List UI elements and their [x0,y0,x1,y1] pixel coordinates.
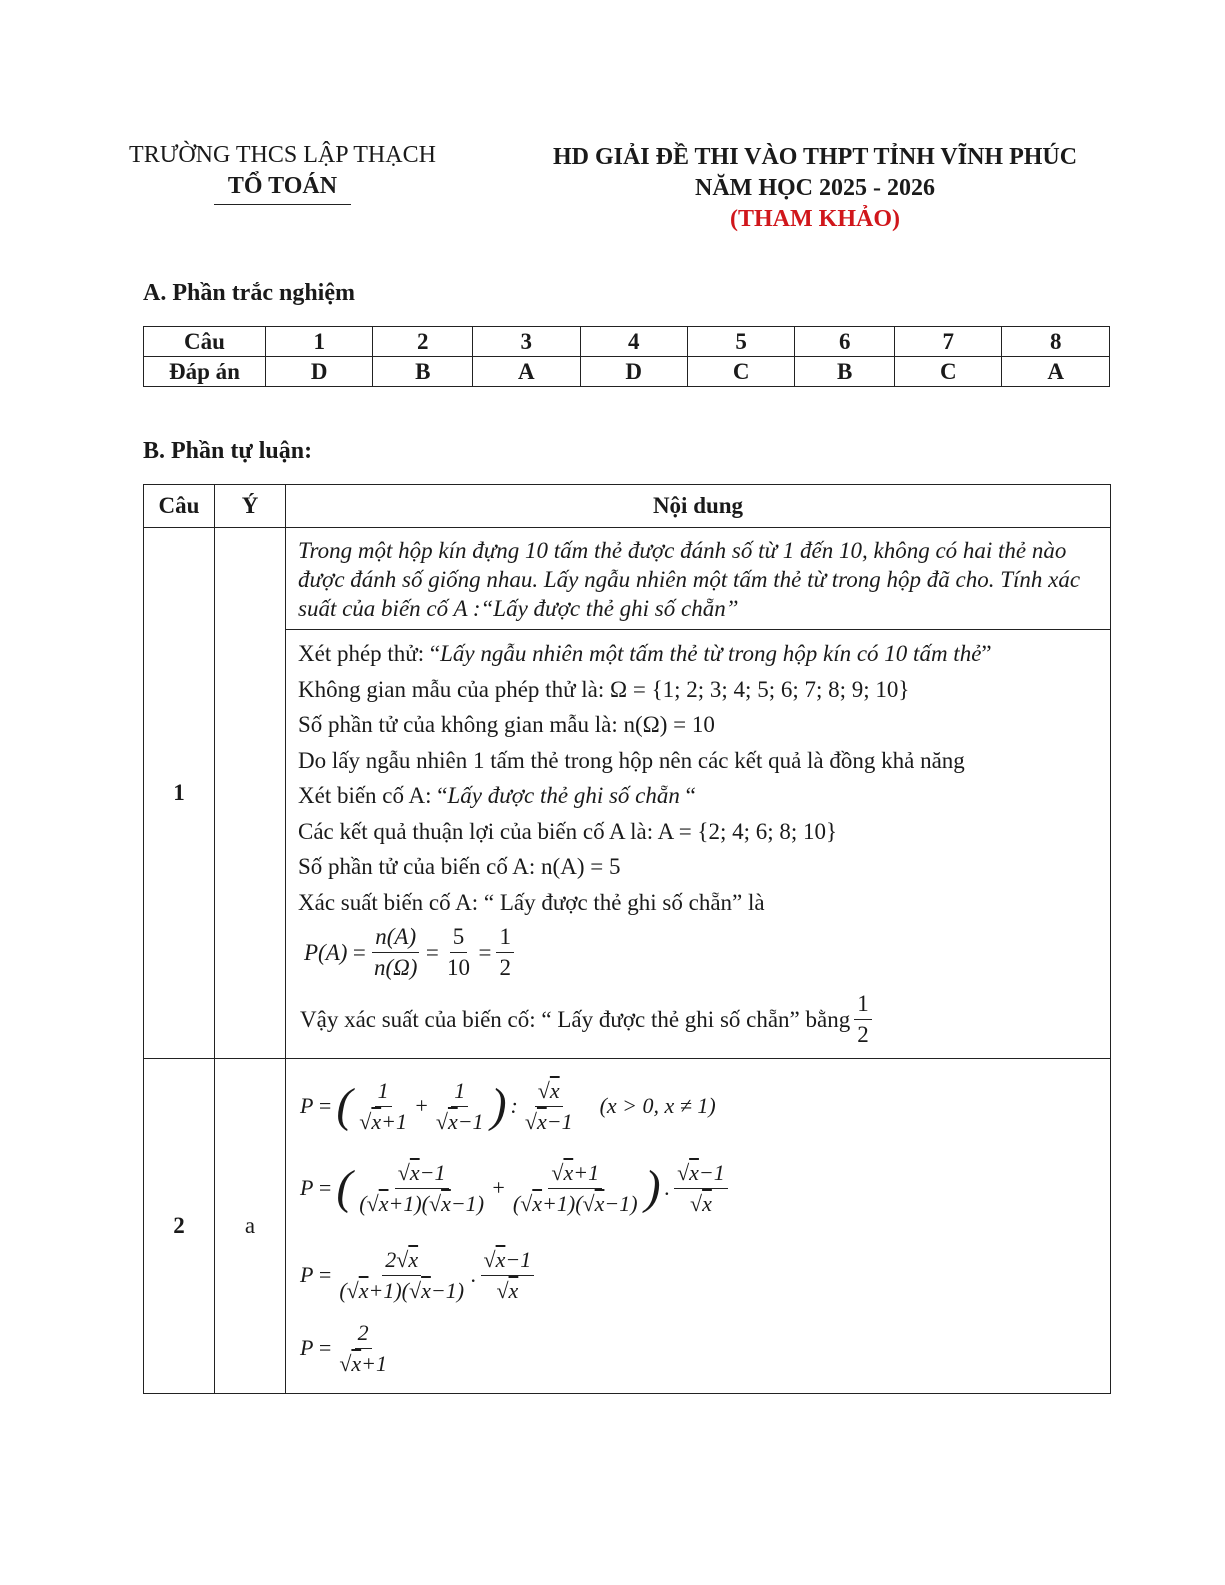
question-number: 5 [687,327,794,357]
q1-number: 1 [144,528,215,1059]
essay-header-row [144,485,1111,528]
q1-conclusion: Vậy xác suất của biến cố: “ Lấy được thẻ ghi số chẵn” bằng $\frac{1}{2}$ [298,989,1098,1050]
answer-cell: D [580,357,687,387]
answer-cell: B [795,357,895,387]
question-label: Câu [144,327,266,357]
section-b-heading: B. Phần tự luận: [143,438,313,464]
question-number: 8 [1002,327,1110,357]
answer-key-table [143,326,1110,387]
q1-solution-row [144,630,1111,1059]
col-header-question: Câu [144,485,215,528]
q1-prompt: Trong một hộp kín đựng 10 tấm thẻ được đánh số từ 1 đến 10, không có hai thẻ nào được đánh số giống nhau. Lấy ngẫu nhiên một tấm thẻ từ trong hộp đã cho. Tính xác suất của biến cố A :“Lấy được thẻ ghi số chẵn” [286,528,1111,630]
q1-line-favorable: Các kết quả thuận lợi của biến cố A là: A = {2; 4; 6; 8; 10} [298,818,838,844]
q1-probability-formula: P(A) = $\frac{n(A)}{n(\Omega)}$ = $\frac{5}{10}$ = $\frac{1}{2}$ [302,922,1098,983]
essay-solution-table [143,484,1111,1394]
question-number: 2 [373,327,473,357]
answer-cell: B [373,357,473,387]
q1-line-trial: Xét phép thử: “Lấy ngẫu nhiên một tấm thẻ từ trong hộp kín có 10 tấm thẻ” [298,641,992,666]
q2a-row [144,1059,1111,1394]
q1-line-probability-intro: Xác suất biến cố A: “ Lấy được thẻ ghi số chẵn” là [298,889,765,915]
question-number: 1 [266,327,373,357]
doc-title: HD GIẢI ĐỀ THI VÀO THPT TỈNH VĨNH PHÚC [552,144,1078,170]
school-name: TRƯỜNG THCS LẬP THẠCH [129,142,436,168]
question-number: 6 [795,327,895,357]
answer-row [144,357,1110,387]
section-a-heading: A. Phần trắc nghiệm [143,280,355,306]
question-number: 4 [580,327,687,357]
q2a-step-1: P = ( $\frac{1}{√x+1}$ + $\frac{1}{√x-1}$ ) : $\frac{√x}{√x-1}$ (x > 0, x ≠ 1) [300,1077,716,1134]
q2a-step-2: P = ( $\frac{√x-1}{(√x+1)(√x-1)}$ + $\frac{√x+1}{(√x+1)(√x-1)}$ ) . $\frac{√x-1}{√x}$ [298,1142,1098,1234]
answer-cell: A [1002,357,1110,387]
question-number: 3 [473,327,580,357]
answer-cell: C [895,357,1002,387]
answer-cell: C [687,357,794,387]
col-header-part: Ý [215,485,286,528]
q1-prompt-row [144,528,1111,630]
q2-part-a: a [215,1059,286,1394]
q2a-step-3: P = $\frac{2√x}{(√x+1)(√x-1)}$ . $\frac{√x-1}{√x}$ [298,1234,1098,1316]
q1-line-event: Xét biến cố A: “Lấy được thẻ ghi số chẵn “ [298,783,696,808]
q1-solution [286,630,1111,1059]
doc-title-block [520,142,1110,235]
q2a-step-4: P = $\frac{2}{√x+1}$ [300,1319,388,1376]
q1-line-sample-count: Số phần tử của không gian mẫu là: n(Ω) = 10 [298,712,715,737]
q2a-solution [286,1059,1111,1394]
q2-number: 2 [144,1059,215,1394]
answer-cell: D [266,357,373,387]
school-year: NĂM HỌC 2025 - 2026 [695,175,935,201]
q2a-condition: (x > 0, x ≠ 1) [599,1093,716,1119]
department-name: TỔ TOÁN [214,173,351,205]
q1-line-equally-likely: Do lấy ngẫu nhiên 1 tấm thẻ trong hộp nên các kết quả là đồng khả năng [298,747,965,773]
q1-line-sample-space: Không gian mẫu của phép thử là: Ω = {1; 2; 3; 4; 5; 6; 7; 8; 9; 10} [298,676,910,702]
answer-label: Đáp án [144,357,266,387]
question-row [144,327,1110,357]
q1-part-empty [215,528,286,1059]
q1-line-event-count: Số phần tử của biến cố A: n(A) = 5 [298,854,621,879]
school-header [100,142,465,205]
question-number: 7 [895,327,1002,357]
reference-note: (THAM KHẢO) [730,206,900,232]
col-header-content: Nội dung [286,485,1111,528]
answer-cell: A [473,357,580,387]
